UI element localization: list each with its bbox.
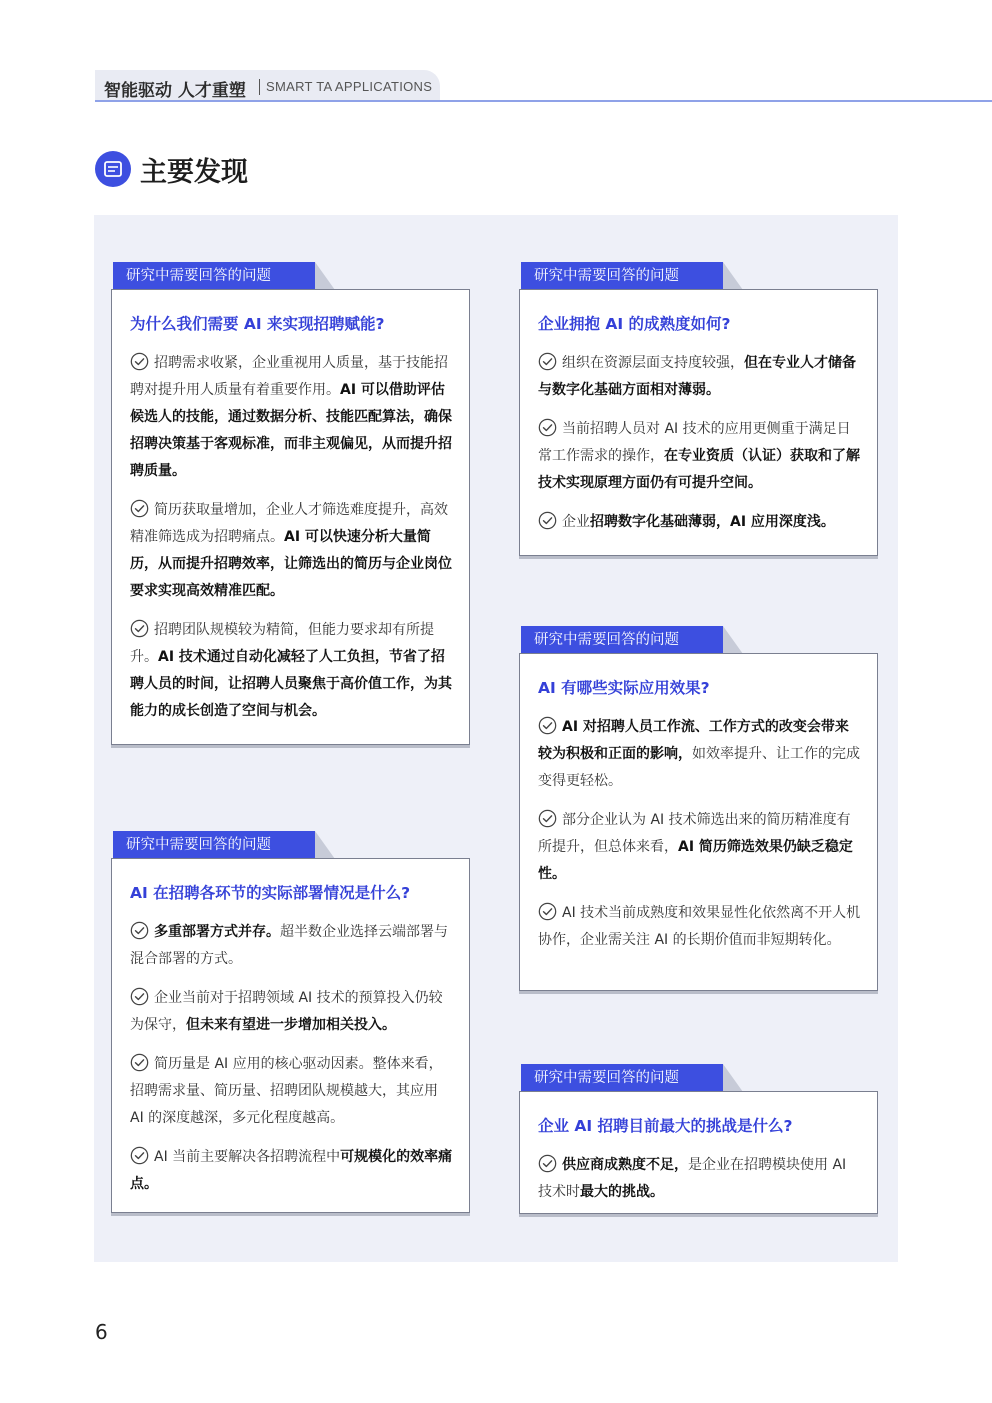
- header-title: 智能驱动 人才重塑: [104, 81, 246, 101]
- finding-text: 当前招聘人员对 AI 技术的应用更侧重于满足日常工作需求的操作，: [538, 421, 851, 464]
- finding-text-emphasis: AI 简历筛选效果仍缺乏稳定性。: [538, 839, 853, 882]
- finding-text-emphasis: 在专业资质（认证）获取和了解技术实现原理方面仍有可提升空间。: [538, 448, 860, 491]
- finding-text: 如效率提升、让工作的完成变得更轻松。: [538, 746, 860, 789]
- finding-card-effects: [519, 653, 878, 991]
- finding-item: [538, 807, 861, 888]
- finding-item: [130, 985, 453, 1039]
- check-circle-icon: [130, 1053, 149, 1072]
- finding-text: 部分企业认为 AI 技术筛选出来的简历精准度有所提升，但总体来看，: [538, 812, 851, 855]
- question-tag-label: 研究中需要回答的问题: [521, 626, 723, 654]
- finding-text: 组织在资源层面支持度较强，: [562, 355, 744, 371]
- finding-text-emphasis: 招聘数字化基础薄弱，AI 应用深度浅。: [590, 514, 835, 530]
- card-question: AI 有哪些实际应用效果?: [538, 679, 710, 697]
- finding-item: [538, 714, 861, 795]
- check-circle-icon: [130, 921, 149, 940]
- finding-text-emphasis: AI 技术通过自动化减轻了人工负担，节省了招聘人员的时间，让招聘人员聚焦于高价值工作，为其能力的成长创造了空间与机会。: [130, 649, 452, 719]
- finding-text-emphasis: 但未来有望进一步增加相关投入。: [186, 1017, 396, 1033]
- finding-text-emphasis: AI 可以借助评估候选人的技能，通过数据分析、技能匹配算法，确保招聘决策基于客观标准，而非主观偏见，从而提升招聘质量。: [130, 382, 452, 479]
- finding-text: 简历量是 AI 应用的核心驱动因素。整体来看，招聘需求量、简历量、招聘团队规模越大，其应用 AI 的深度越深，多元化程度越高。: [130, 1056, 443, 1126]
- finding-item: [538, 1152, 861, 1206]
- finding-item: [130, 1051, 453, 1132]
- document-icon: [95, 151, 131, 187]
- check-circle-icon: [130, 352, 149, 371]
- check-circle-icon: [130, 619, 149, 638]
- card-question: 为什么我们需要 AI 来实现招聘赋能?: [130, 315, 385, 333]
- finding-card-why-ai: [111, 289, 470, 745]
- finding-item: [538, 900, 861, 954]
- finding-text: AI 当前主要解决各招聘流程中: [154, 1149, 341, 1165]
- finding-text-emphasis: 最大的挑战。: [580, 1184, 664, 1200]
- card-question: 企业拥抱 AI 的成熟度如何?: [538, 315, 731, 333]
- finding-card-maturity: [519, 289, 878, 556]
- finding-item: [538, 509, 861, 536]
- finding-item: [130, 617, 453, 725]
- finding-text: AI 技术当前成熟度和效果显性化依然离不开人机协作，企业需关注 AI 的长期价值而非短期转化。: [538, 905, 861, 948]
- finding-text-emphasis: 多重部署方式并存。: [154, 924, 280, 940]
- check-circle-icon: [538, 902, 557, 921]
- page-number: 6: [95, 1320, 108, 1344]
- header-separator: [259, 79, 260, 95]
- check-circle-icon: [130, 499, 149, 518]
- finding-text: 招聘团队规模较为精简，但能力要求却有所提升。: [130, 622, 434, 665]
- check-circle-icon: [538, 716, 557, 735]
- finding-item: [130, 350, 453, 485]
- finding-text-emphasis: 供应商成熟度不足，: [562, 1157, 688, 1173]
- card-question: 企业 AI 招聘目前最大的挑战是什么?: [538, 1117, 793, 1135]
- check-circle-icon: [130, 1146, 149, 1165]
- finding-text-emphasis: 可规模化的效率痛点。: [130, 1149, 453, 1192]
- check-circle-icon: [538, 352, 557, 371]
- check-circle-icon: [538, 809, 557, 828]
- finding-text-emphasis: 但在专业人才储备与数字化基础方面相对薄弱。: [538, 355, 856, 398]
- finding-card-challenge: [519, 1091, 878, 1214]
- finding-item: [538, 416, 861, 497]
- question-tag-label: 研究中需要回答的问题: [521, 262, 723, 290]
- finding-text-emphasis: AI 可以快速分析大量简历，从而提升招聘效率，让筛选出的简历与企业岗位要求实现高效精准匹配。: [130, 529, 452, 599]
- finding-text: 超半数企业选择云端部署与混合部署的方式。: [130, 924, 448, 967]
- header-subtitle: SMART TA APPLICATIONS: [266, 79, 433, 94]
- finding-card-deployment: [111, 858, 470, 1213]
- finding-text: 招聘需求收紧，企业重视用人质量，基于技能招聘对提升用人质量有着重要作用。: [130, 355, 448, 398]
- check-circle-icon: [538, 418, 557, 437]
- question-tag-label: 研究中需要回答的问题: [113, 262, 315, 290]
- finding-text: 企业: [562, 514, 590, 530]
- card-question: AI 在招聘各环节的实际部署情况是什么?: [130, 884, 411, 902]
- question-tag-label: 研究中需要回答的问题: [521, 1064, 723, 1092]
- check-circle-icon: [538, 1154, 557, 1173]
- finding-item: [538, 350, 861, 404]
- finding-text: 企业当前对于招聘领域 AI 技术的预算投入仍较为保守，: [130, 990, 443, 1033]
- finding-item: [130, 497, 453, 605]
- finding-item: [130, 1144, 453, 1198]
- finding-text-emphasis: AI 对招聘人员工作流、工作方式的改变会带来较为积极和正面的影响，: [538, 719, 849, 762]
- question-tag-label: 研究中需要回答的问题: [113, 831, 315, 859]
- finding-text: 简历获取量增加，企业人才筛选难度提升，高效精准筛选成为招聘痛点。: [130, 502, 448, 545]
- check-circle-icon: [130, 987, 149, 1006]
- finding-text: 是企业在招聘模块使用 AI 技术时: [538, 1157, 847, 1200]
- section-title: 主要发现: [140, 157, 248, 188]
- check-circle-icon: [538, 511, 557, 530]
- finding-item: [130, 919, 453, 973]
